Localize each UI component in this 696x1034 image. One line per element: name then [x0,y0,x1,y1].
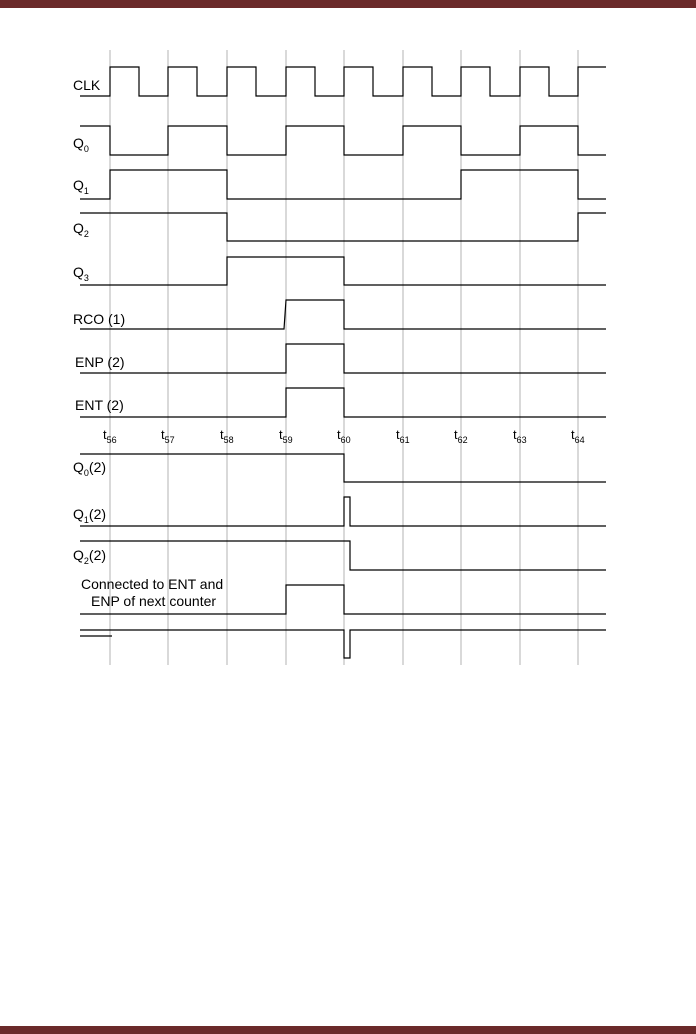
time-label-t59: $t_{59}$ [279,427,293,445]
wave-ent2 [80,388,606,417]
label-q1: $Q_1$ [73,177,89,196]
label-q0: $Q_0$ [73,135,89,154]
wave-q1-2 [80,497,606,526]
time-label-t57: $t_{57}$ [161,427,175,445]
wave-q2 [80,213,606,241]
label-rco1: RCO (1) [73,311,126,327]
wave-rco1 [80,300,606,329]
wave-q0-2 [80,454,606,482]
note-line-1: Connected to ENT and [81,576,224,592]
label-enp2: ENP (2) [75,354,125,370]
wave-bottom-glitch [80,630,606,658]
label-q0-2: $Q_0(2)$ [73,459,107,478]
time-label-t56: $t_{56}$ [103,427,117,445]
wave-enp2 [80,344,606,373]
label-q1-2: $Q_1(2)$ [73,506,107,525]
time-label-t63: $t_{63}$ [513,427,527,445]
time-label-t64: $t_{64}$ [571,427,585,445]
time-label-t62: $t_{62}$ [454,427,468,445]
waveforms [80,67,606,658]
time-label-t61: $t_{61}$ [396,427,410,445]
label-clk: CLK [73,77,101,93]
time-label-t58: $t_{58}$ [220,427,234,445]
wave-q1 [80,170,606,199]
bottom-border-bar [0,1026,696,1034]
signal-labels [73,77,223,609]
note-line-2: ENP of next counter [91,593,217,609]
label-ent2: ENT (2) [75,397,124,413]
wave-q0 [80,126,606,155]
label-q2-2: $Q_2(2)$ [73,547,107,566]
time-label-t60: $t_{60}$ [337,427,351,445]
wave-q2-2 [80,541,606,570]
wave-clk [80,67,606,96]
label-q3: $Q_3$ [73,264,89,283]
label-q2: $Q_2$ [73,220,89,239]
wave-q3 [80,257,606,285]
